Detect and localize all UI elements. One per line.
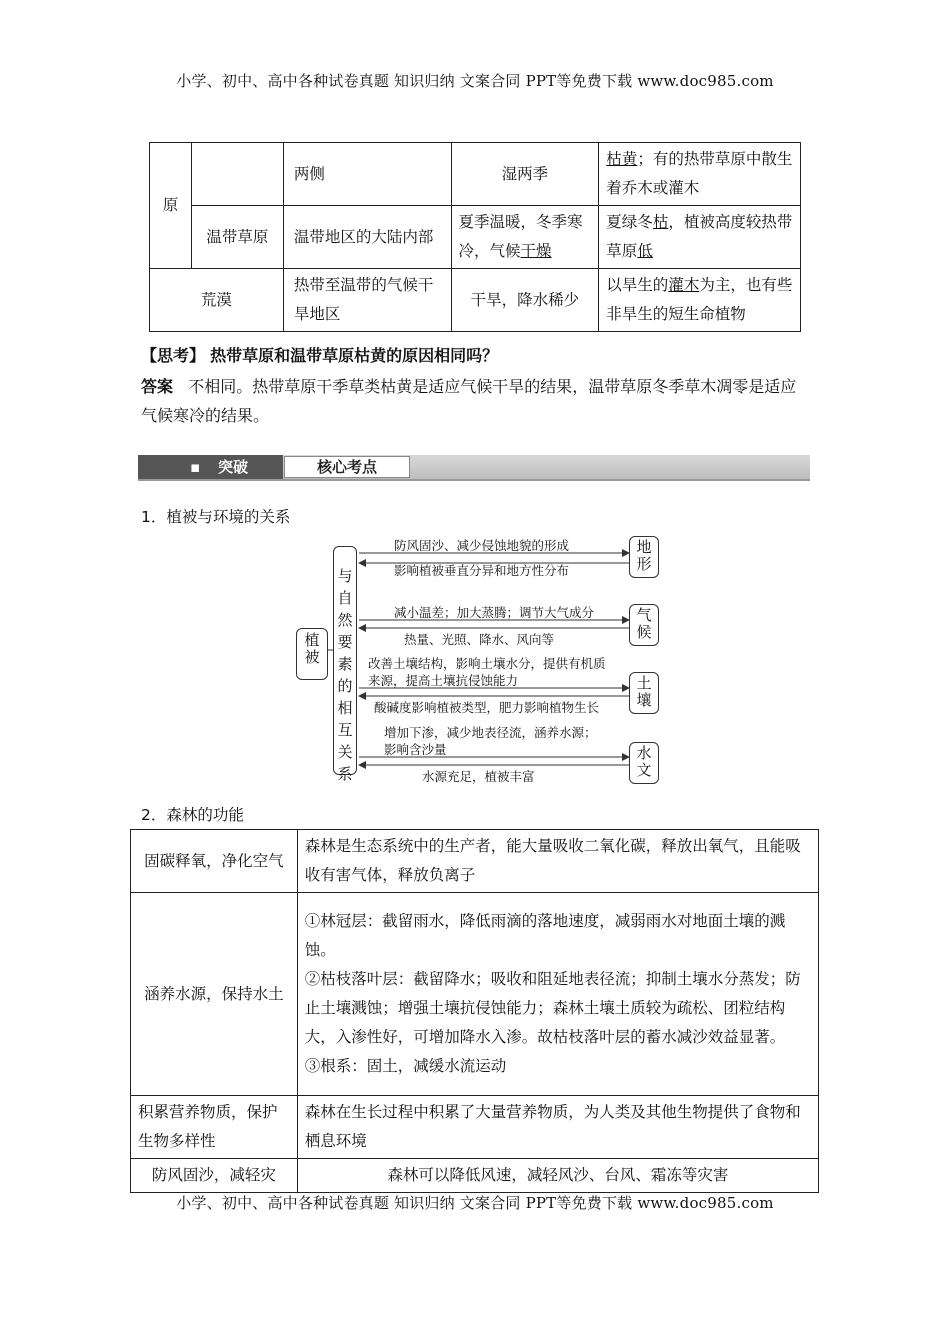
desc-line: ③根系：固土，减缓水流运动 <box>304 1057 507 1075</box>
function-desc: 森林在生长过程中积累了大量营养物质，为人类及其他生物提供了食物和栖息环境 <box>297 1096 818 1159</box>
page-header: 小学、初中、高中各种试卷真题 知识归纳 文案合同 PPT等免费下载 www.doc985.com <box>176 72 774 90</box>
soil-box: 土壤 <box>629 672 659 714</box>
table-row <box>131 830 819 893</box>
grassland-table <box>149 142 801 332</box>
answer-block <box>141 372 811 430</box>
terrain-influence-text: 影响植被垂直分异和地方性分布 <box>394 563 570 578</box>
interaction-box: 与自然要素的相互关系 <box>333 546 357 775</box>
cell-text: ；有的热带草原中散生着乔木或灌木 <box>606 150 793 197</box>
section-banner <box>138 455 810 481</box>
function-desc: 森林可以降低风速，减轻风沙、台风、霜冻等灾害 <box>297 1159 818 1193</box>
section-1-title: 1．植被与环境的关系 <box>141 508 291 526</box>
vegetation-diagram <box>296 536 656 790</box>
terrain-box: 地形 <box>629 536 659 578</box>
banner-dark-segment <box>138 455 283 479</box>
cell <box>599 143 801 206</box>
table-row <box>150 206 801 269</box>
climate-influence-text: 热量、光照、降水、风向等 <box>404 632 555 647</box>
cell <box>599 269 801 332</box>
function-desc <box>297 893 818 1096</box>
vegetation-box: 植被 <box>296 628 328 680</box>
forest-function-table <box>130 829 819 1193</box>
page-footer: 小学、初中、高中各种试卷真题 知识归纳 文案合同 PPT等免费下载 www.doc985.com <box>176 1194 774 1212</box>
cell: 两侧 <box>283 143 451 206</box>
underlined-text: 低 <box>637 242 653 260</box>
desc-line: ②枯枝落叶层：截留降水；吸收和阻延地表径流；抑制土壤水分蒸发；防止土壤溅蚀；增强土壤抗侵蚀能力；森林土壤土质较为疏松、团粒结构大，入渗性好，可增加降水入渗。故枯枝落叶层的蓄水减沙效益显著。 <box>304 970 801 1046</box>
think-label: 【思考】 <box>141 346 206 365</box>
function-desc: 森林是生态系统中的生产者，能大量吸收二氧化碳，释放出氧气，且能吸收有害气体，释放负离子 <box>297 830 818 893</box>
cell <box>599 206 801 269</box>
soil-influence-text: 酸碱度影响植被类型，肥力影响植物生长 <box>374 700 600 715</box>
cell: 干旱，降水稀少 <box>451 269 599 332</box>
table-row <box>150 269 801 332</box>
cell-text: 为主，也有些非旱生的短生命植物 <box>606 276 793 323</box>
cell: 热带至温带的气候干旱地区 <box>283 269 451 332</box>
cell-text: 以旱生的 <box>606 276 669 294</box>
soil-effect-text-1: 改善土壤结构，影响土壤水分，提供有机质 <box>368 656 606 671</box>
climate-effect-text: 减小温差；加大蒸腾；调节大气成分 <box>394 605 595 620</box>
table-row <box>131 893 819 1096</box>
section-2-title: 2．森林的功能 <box>141 806 244 824</box>
climate-box: 气候 <box>629 604 659 646</box>
cell-text: ，植被高度较热带草原 <box>606 213 793 260</box>
cell: 温带草原 <box>191 206 283 269</box>
answer-text: 不相同。热带草原干季草类枯黄是适应气候干旱的结果，温带草原冬季草木凋零是适应气候寒冷的结果。 <box>141 377 797 425</box>
underlined-text: 枯 <box>652 213 669 231</box>
soil-effect-text-2: 来源，提高土壤抗侵蚀能力 <box>368 673 519 688</box>
water-effect-text-1: 增加下渗，减少地表径流，涵养水源； <box>384 725 597 740</box>
banner-subtitle: 核心考点 <box>284 456 410 478</box>
cell: 湿两季 <box>451 143 599 206</box>
cell-text: 夏绿冬 <box>606 213 653 231</box>
water-influence-text: 水源充足，植被丰富 <box>422 769 535 784</box>
water-effect-text-2: 影响含沙量 <box>384 742 447 757</box>
function-name: 固碳释氧，净化空气 <box>131 830 298 893</box>
table-row <box>131 1159 819 1193</box>
cell: 原 <box>150 143 192 269</box>
table-row <box>150 143 801 206</box>
cell-text: 夏季温暖，冬季寒冷，气候 <box>458 213 583 260</box>
underlined-text: 枯黄 <box>606 150 638 168</box>
bullet-icon: ▪ <box>190 458 201 476</box>
cell <box>451 206 599 269</box>
hydrology-box: 水文 <box>629 742 659 784</box>
function-name: 积累营养物质，保护生物多样性 <box>131 1096 298 1159</box>
function-name: 防风固沙，减轻灾 <box>131 1159 298 1193</box>
think-question <box>141 343 498 366</box>
function-name: 涵养水源，保持水土 <box>131 893 298 1096</box>
table-row <box>131 1096 819 1159</box>
think-question-text: 热带草原和温带草原枯黄的原因相同吗？ <box>210 346 499 365</box>
cell <box>191 143 283 206</box>
cell: 荒漠 <box>150 269 284 332</box>
answer-label: 答案 <box>141 377 174 396</box>
banner-title: 突破 <box>218 458 249 476</box>
underlined-text: 灌木 <box>668 276 700 294</box>
cell: 温带地区的大陆内部 <box>283 206 451 269</box>
terrain-effect-text: 防风固沙、减少侵蚀地貌的形成 <box>394 538 570 553</box>
underlined-text: 干燥 <box>520 242 552 260</box>
desc-line: ①林冠层：截留雨水，降低雨滴的落地速度，减弱雨水对地面土壤的溅蚀。 <box>304 912 786 959</box>
